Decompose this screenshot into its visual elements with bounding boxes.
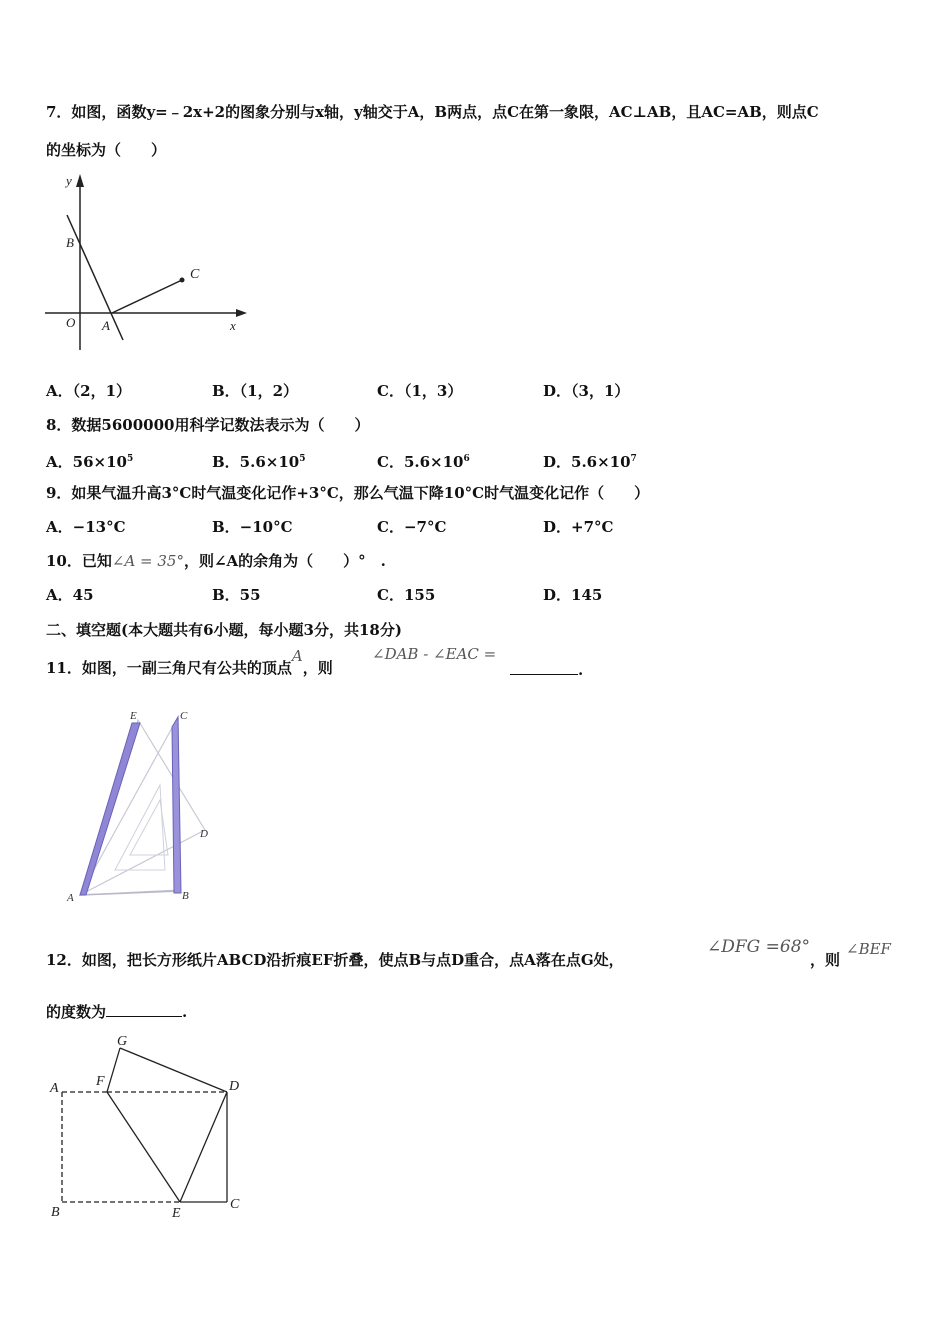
q10-option-b[interactable]: B．55 bbox=[212, 586, 261, 604]
q7-option-b[interactable]: B．（1，2） bbox=[212, 382, 299, 400]
q12-label-g: G bbox=[117, 1034, 128, 1049]
q7-x-arrow bbox=[236, 309, 247, 317]
q11-answer bbox=[510, 658, 583, 680]
q8-option-a[interactable]: A．$56\times 10^5$ bbox=[46, 453, 134, 471]
q11-figure bbox=[60, 705, 230, 905]
q8-option-b[interactable]: B．$5.6\times 10^5$ bbox=[212, 453, 306, 471]
q12-label-a: A bbox=[50, 1081, 59, 1096]
q11-label-b: B bbox=[182, 890, 189, 902]
q12-side-de bbox=[180, 1092, 227, 1202]
q7-figure bbox=[40, 170, 255, 355]
q9-option-a[interactable]: A．−13°C bbox=[46, 518, 126, 536]
q11-stem-left bbox=[46, 647, 333, 678]
q7-segment-ac bbox=[112, 280, 182, 313]
q7-line-ab bbox=[67, 215, 123, 340]
q12-end: . bbox=[182, 1003, 188, 1021]
q10-prefix: 10．已知 bbox=[46, 552, 112, 570]
q8-option-d[interactable]: D．$5.6\times 10^7$ bbox=[543, 453, 637, 471]
q12-label-d: D bbox=[229, 1079, 240, 1094]
q11-label-e: E bbox=[130, 710, 137, 722]
q11-triangle-outline-1 bbox=[80, 720, 205, 895]
q12-side-gd bbox=[120, 1048, 227, 1092]
section2-title: 二、填空题(本大题共有6小题，每小题3分，共18分) bbox=[46, 621, 402, 639]
q9-option-c[interactable]: C．−7°C bbox=[377, 518, 447, 536]
q11-label-a: A bbox=[67, 892, 74, 904]
q7-label-a: A bbox=[102, 318, 110, 333]
q7-label-c: C bbox=[190, 267, 200, 282]
q12-side-fg bbox=[107, 1048, 120, 1092]
q12-fold-fe bbox=[107, 1092, 180, 1202]
q7-option-c[interactable]: C．（1，3） bbox=[377, 382, 463, 400]
q11-end: . bbox=[578, 661, 584, 679]
q7-label-x: x bbox=[230, 318, 236, 333]
q9-option-d[interactable]: D．+7°C bbox=[543, 518, 614, 536]
q12-stem-line1: 12．如图，把长方形纸片ABCD沿折痕EF折叠，使点B与点D重合，点A落在点G处， bbox=[46, 951, 624, 969]
q12-answer-blank[interactable] bbox=[106, 1000, 182, 1017]
q12-label-e: E bbox=[172, 1206, 181, 1221]
q7-y-arrow bbox=[76, 174, 84, 187]
q12-label-f: F bbox=[96, 1074, 105, 1089]
q11-ruler-edge-cb bbox=[172, 717, 181, 893]
q10-option-d[interactable]: D．145 bbox=[543, 586, 603, 604]
q12-figure bbox=[45, 1030, 250, 1225]
q10-math: ∠A = 35° bbox=[111, 552, 184, 570]
q7-label-o: O bbox=[66, 315, 76, 330]
q7-point-c bbox=[180, 278, 185, 283]
q12-label-c: C bbox=[230, 1197, 240, 1212]
q12-math-bef: ∠BEF bbox=[846, 940, 891, 958]
q10-option-c[interactable]: C．155 bbox=[377, 586, 436, 604]
q11-label-c: C bbox=[180, 710, 188, 722]
q11-answer-blank[interactable] bbox=[510, 658, 578, 675]
q12-mid: ，则 bbox=[810, 951, 841, 969]
q8-stem: 8．数据5600000用科学记数法表示为（ ） bbox=[46, 416, 370, 434]
q7-option-a[interactable]: A．（2，1） bbox=[46, 382, 132, 400]
q11-label-d: D bbox=[200, 828, 208, 840]
q9-option-b[interactable]: B．−10°C bbox=[212, 518, 293, 536]
q7-label-b: B bbox=[66, 235, 74, 250]
q12-math-dfg: ∠DFG =68° bbox=[707, 937, 811, 957]
q7-option-d[interactable]: D．（3，1） bbox=[543, 382, 630, 400]
q11-base-line bbox=[80, 891, 180, 895]
q12-stem-line2 bbox=[46, 1000, 187, 1022]
q11-inner-triangle-1 bbox=[115, 785, 165, 870]
q7-label-y: y bbox=[66, 173, 72, 188]
q11-math-expression: ∠DAB - ∠EAC = bbox=[372, 645, 497, 663]
q10-suffix: ，则∠A的余角为（ ）° . bbox=[183, 552, 386, 570]
q8-option-c[interactable]: C．$5.6\times 10^6$ bbox=[377, 453, 470, 471]
q11-math-a: A bbox=[291, 647, 303, 665]
q11-ruler-edge-ae bbox=[80, 723, 140, 895]
q7-stem-line2: 的坐标为（ ） bbox=[46, 141, 167, 159]
q12-label-b: B bbox=[51, 1205, 60, 1220]
q11-prefix: 11．如图，一副三角尺有公共的顶点 bbox=[46, 659, 292, 677]
q9-stem: 9．如果气温升高3°C时气温变化记作+3°C，那么气温下降10°C时气温变化记作（ ） bbox=[46, 484, 650, 502]
q10-stem bbox=[46, 551, 386, 571]
q7-stem-line1: 7．如图，函数y=﹣2x+2的图象分别与x轴，y轴交于A，B两点，点C在第一象限，AC⊥AB，且AC=AB，则点C bbox=[46, 103, 819, 121]
q11-mid: ，则 bbox=[302, 659, 333, 677]
q10-option-a[interactable]: A．45 bbox=[46, 586, 94, 604]
q12-line2-text: 的度数为 bbox=[46, 1003, 107, 1021]
